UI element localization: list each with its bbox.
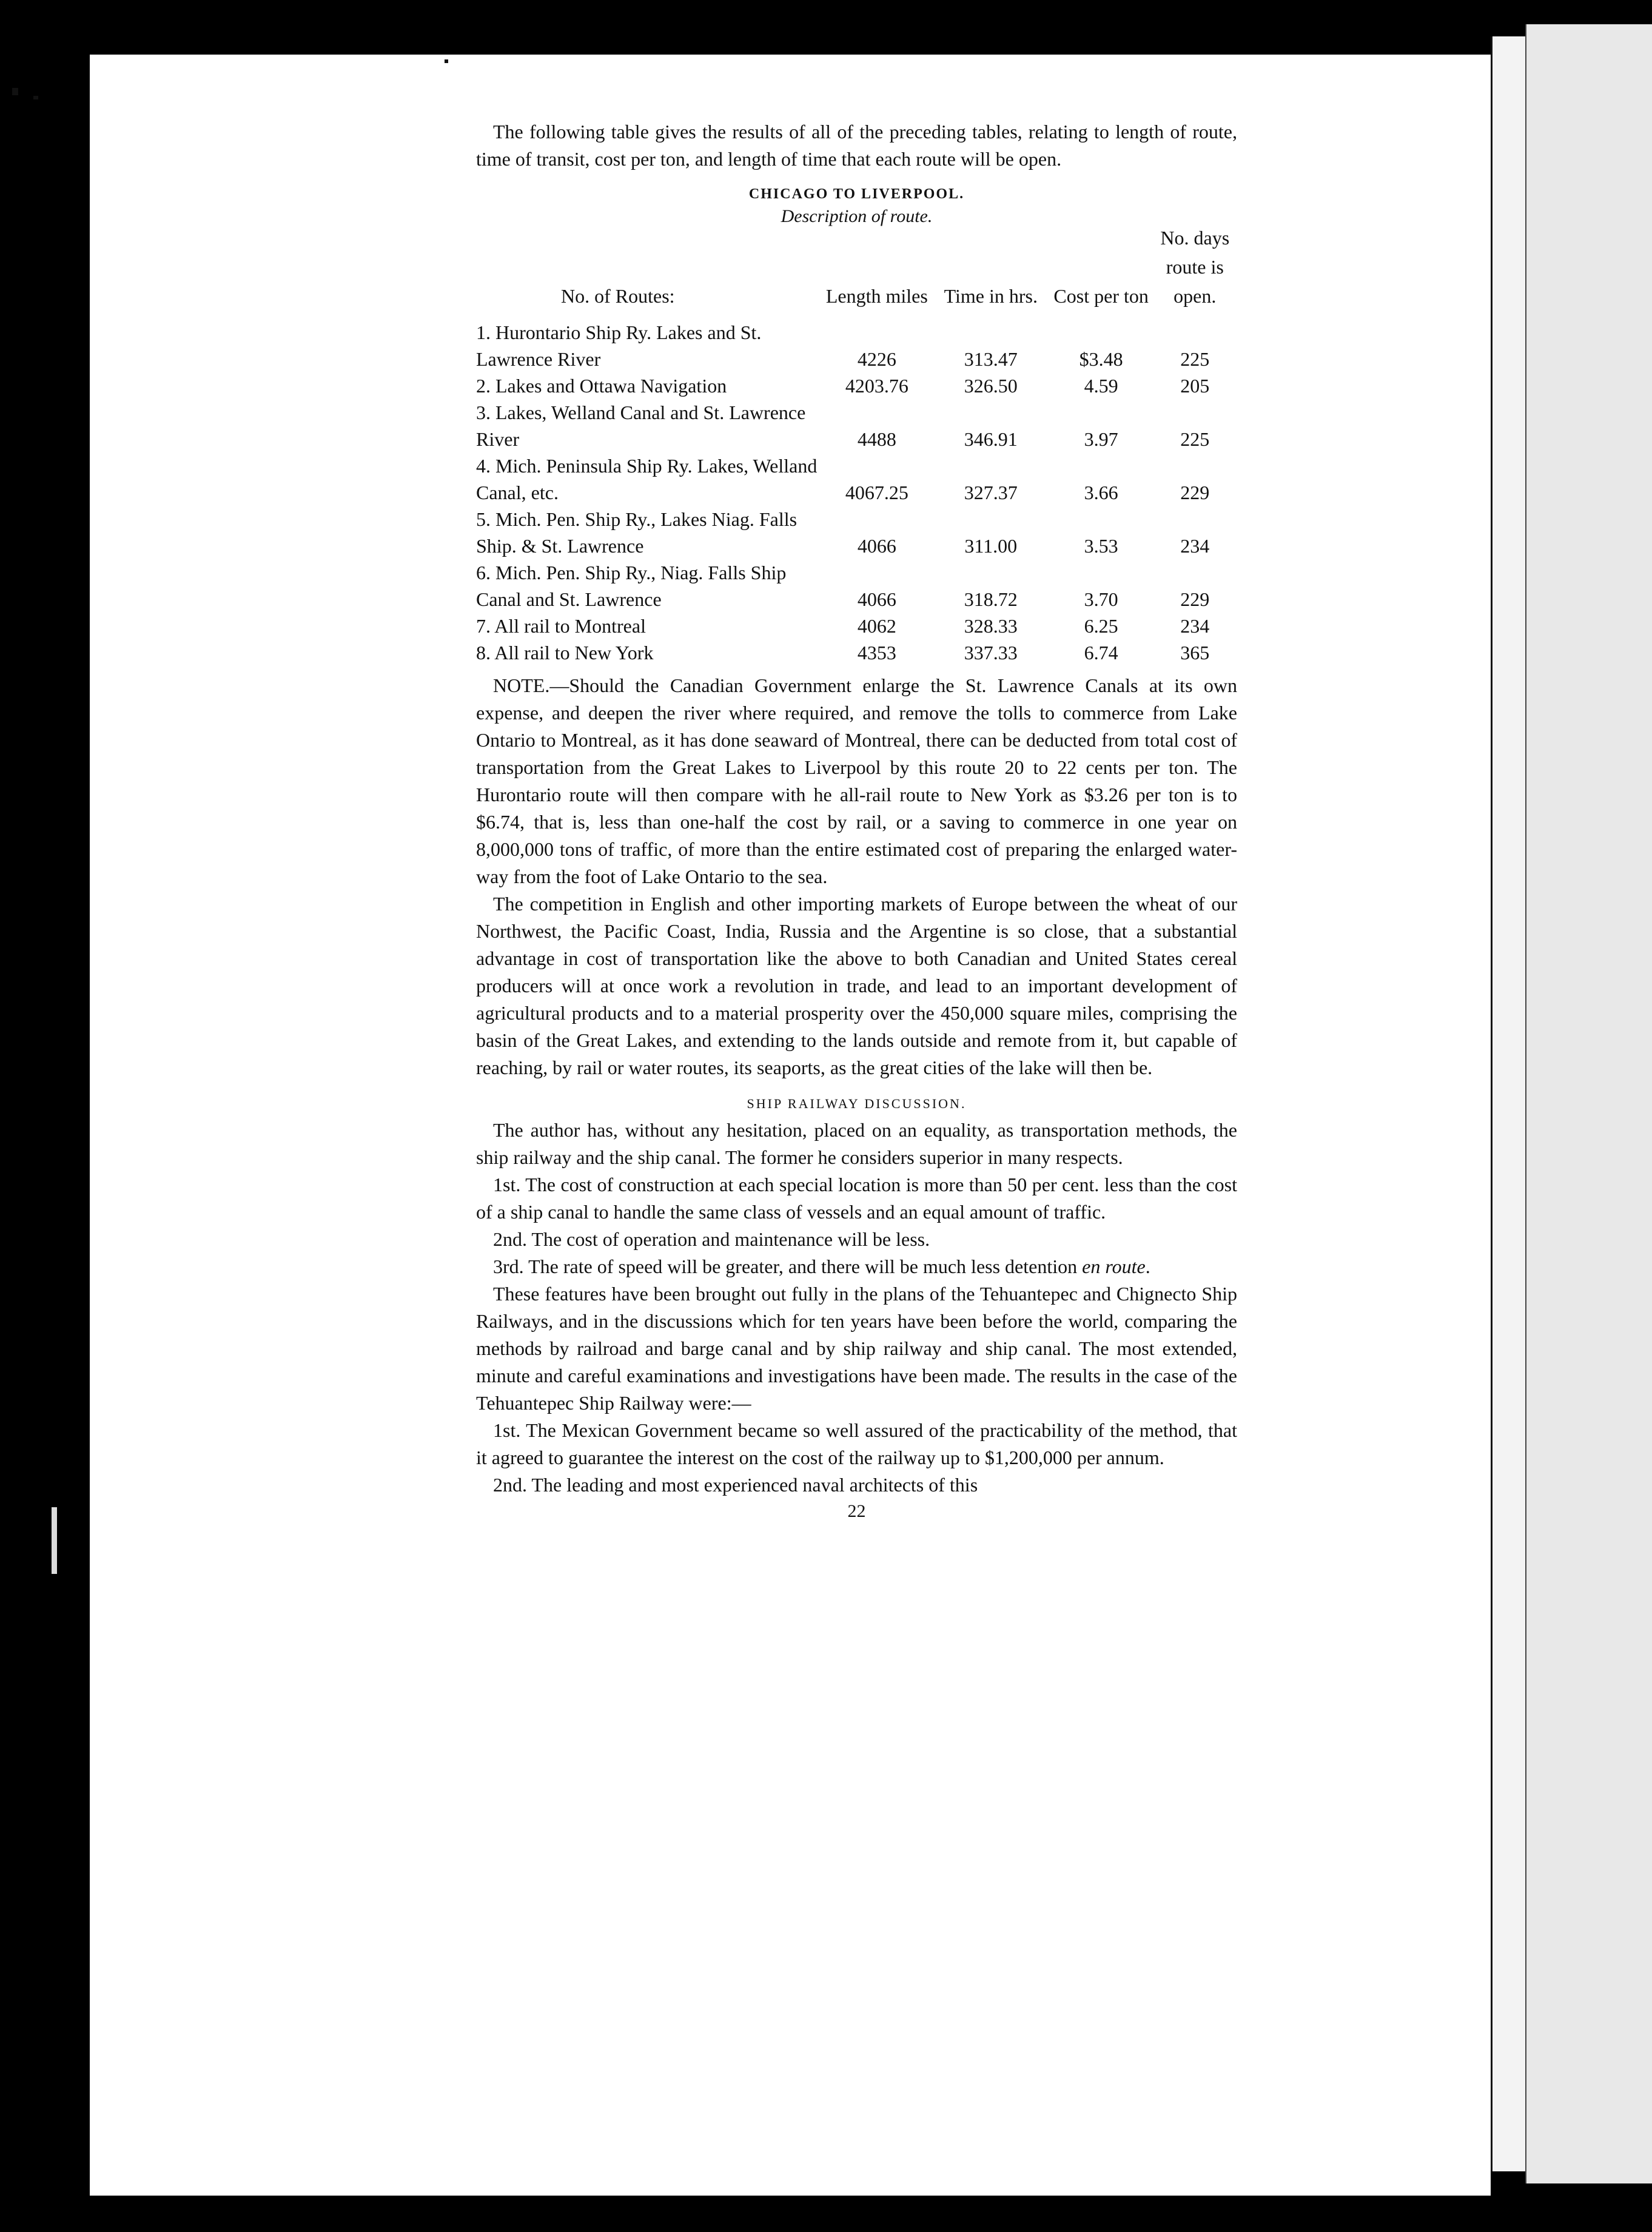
note-text: —Should the Canadian Government enlarge the St. Lawrence Canals at its own expense, and deepen the river where required, and remove the tolls to commerce from Lake Ontario to Montreal, as it has done seaward of Montreal, there can be deducted from total cost of transportation from the Great Lakes to Liverpool by this route 20 to 22 cents per ton. The Hurontario route will then compare with he all-rail route to New York as $3.26 per ton is to $6.74, that is, less than one-half the cost by rail, or a saving to commerce in one year on 8,000,000 tons of traffic, of more than the entire estimated cost of preparing the enlarged water-way from the foot of Lake Ontario to the sea. — [476, 674, 1237, 887]
route-cost: 3.97 — [1084, 428, 1118, 450]
route-description: 6. Mich. Pen. Ship Ry., Niag. Falls Ship Canal and St. Lawrence — [476, 562, 787, 610]
route-time: 318.72 — [964, 588, 1018, 610]
route-length: 4066 — [857, 588, 896, 610]
section-heading: SHIP RAILWAY DISCUSSION. — [747, 1096, 967, 1111]
point-2: 2nd. The cost of operation and maintenance will be less. — [493, 1228, 930, 1250]
route-time: 346.91 — [964, 428, 1018, 450]
table-subtitle: Description of route. — [781, 206, 933, 226]
text-column — [476, 118, 1237, 1522]
table-row — [476, 639, 1237, 666]
result-2: 2nd. The leading and most experienced naval architects of this — [493, 1474, 978, 1496]
route-time: 311.00 — [964, 535, 1018, 557]
route-days: 234 — [1180, 535, 1210, 557]
table-row — [476, 613, 1237, 639]
table-row — [476, 399, 1237, 452]
route-length: 4062 — [857, 615, 896, 637]
adjacent-page-edge — [1525, 24, 1652, 2183]
route-days: 225 — [1180, 348, 1210, 370]
intro-paragraph: The following table gives the results of all of the preceding tables, relating to length of route, time of transit, cost per ton, and length of time that each route will be open. — [476, 121, 1237, 170]
header-cost: Cost per ton — [1053, 285, 1149, 307]
route-time: 327.37 — [964, 482, 1018, 503]
route-description: 5. Mich. Pen. Ship Ry., Lakes Niag. Falls Ship. & St. Lawrence — [476, 508, 797, 557]
route-description: 2. Lakes and Ottawa Navigation — [476, 375, 727, 397]
route-description: 7. All rail to Montreal — [476, 615, 646, 637]
header-routes: No. of Routes: — [561, 285, 675, 307]
route-time: 337.33 — [964, 642, 1018, 664]
route-days: 365 — [1180, 642, 1210, 664]
route-time: 328.33 — [964, 615, 1018, 637]
route-cost: 6.25 — [1084, 615, 1118, 637]
scan-speck — [12, 88, 18, 95]
table-row — [476, 311, 1237, 372]
route-cost: 6.74 — [1084, 642, 1118, 664]
features-paragraph: These features have been brought out fully in the plans of the Tehuantepec and Chignecto Ship Railways, and in the discussions which for ten years have been before the world, comparing the methods by railroad and barge canal and by ship railway and ship canal. The most extended, minute and careful examinations and investigations have been made. The results in the case of the Tehuantepec Ship Railway were:— — [476, 1283, 1237, 1414]
route-cost: 3.70 — [1084, 588, 1118, 610]
route-time: 326.50 — [964, 375, 1018, 397]
route-description: 3. Lakes, Welland Canal and St. Lawrence River — [476, 402, 806, 450]
table-row — [476, 372, 1237, 399]
route-length: 4226 — [857, 348, 896, 370]
route-cost: 3.53 — [1084, 535, 1118, 557]
route-cost: 3.66 — [1084, 482, 1118, 503]
header-length: Length miles — [825, 285, 928, 307]
route-length: 4488 — [857, 428, 896, 450]
page-edge — [1491, 36, 1529, 2171]
route-description: 1. Hurontario Ship Ry. Lakes and St. Lawrence River — [476, 321, 762, 370]
header-time: Time in hrs. — [944, 285, 1038, 307]
competition-paragraph: The competition in English and other importing markets of Europe between the wheat of our Northwest, the Pacific Coast, India, Russia and the Argentine is so close, that a substantial advantage in cost of transportation like the above to both Canadian and United States cereal producers will at once work a revolution in trade, and lead to an important development of agricultural products and to a material prosperity over the 450,000 square miles, comprising the basin of the Great Lakes, and extending to the lands outside and remote from it, but capable of reaching, by rail or water routes, its seaports, as the great cities of the lake will then be. — [476, 893, 1237, 1078]
route-description: 8. All rail to New York — [476, 642, 654, 664]
table-row — [476, 452, 1237, 506]
note-paragraph — [476, 672, 1237, 890]
scan-speck — [33, 96, 38, 99]
route-description: 4. Mich. Peninsula Ship Ry. Lakes, Welland Canal, etc. — [476, 455, 818, 503]
point-3-italic: en route — [1082, 1256, 1146, 1277]
point-3-end: . — [1145, 1256, 1150, 1277]
routes-table — [476, 223, 1237, 666]
route-days: 234 — [1180, 615, 1210, 637]
table-row — [476, 506, 1237, 559]
table-header-row — [476, 223, 1237, 311]
route-days: 205 — [1180, 375, 1210, 397]
scan-speck — [52, 1507, 57, 1574]
route-length: 4067.25 — [845, 482, 908, 503]
route-length: 4353 — [857, 642, 896, 664]
point-1: 1st. The cost of construction at each special location is more than 50 per cent. less than the cost of a ship canal to handle the same class of vessels and an equal amount of traffic. — [476, 1174, 1237, 1223]
scan-speck — [445, 59, 448, 63]
route-time: 313.47 — [964, 348, 1018, 370]
header-days: No. days route is open. — [1160, 227, 1230, 307]
route-cost: $3.48 — [1079, 348, 1123, 370]
table-row — [476, 559, 1237, 613]
route-length: 4203.76 — [845, 375, 908, 397]
route-length: 4066 — [857, 535, 896, 557]
route-cost: 4.59 — [1084, 375, 1118, 397]
page-number: 22 — [847, 1501, 866, 1521]
discussion-paragraph: The author has, without any hesitation, placed on an equality, as transportation methods, the ship railway and the ship canal. The former he considers superior in many respects. — [476, 1119, 1237, 1168]
route-days: 229 — [1180, 588, 1210, 610]
note-label: NOTE. — [493, 674, 550, 696]
table-title: CHICAGO TO LIVERPOOL. — [748, 186, 965, 202]
point-3-text: 3rd. The rate of speed will be greater, and there will be much less detention — [493, 1256, 1083, 1277]
result-1: 1st. The Mexican Government became so well assured of the practicability of the method, that it agreed to guarantee the interest on the cost of the railway up to $1,200,000 per annum. — [476, 1419, 1237, 1468]
point-3 — [476, 1253, 1237, 1280]
route-days: 229 — [1180, 482, 1210, 503]
route-days: 225 — [1180, 428, 1210, 450]
